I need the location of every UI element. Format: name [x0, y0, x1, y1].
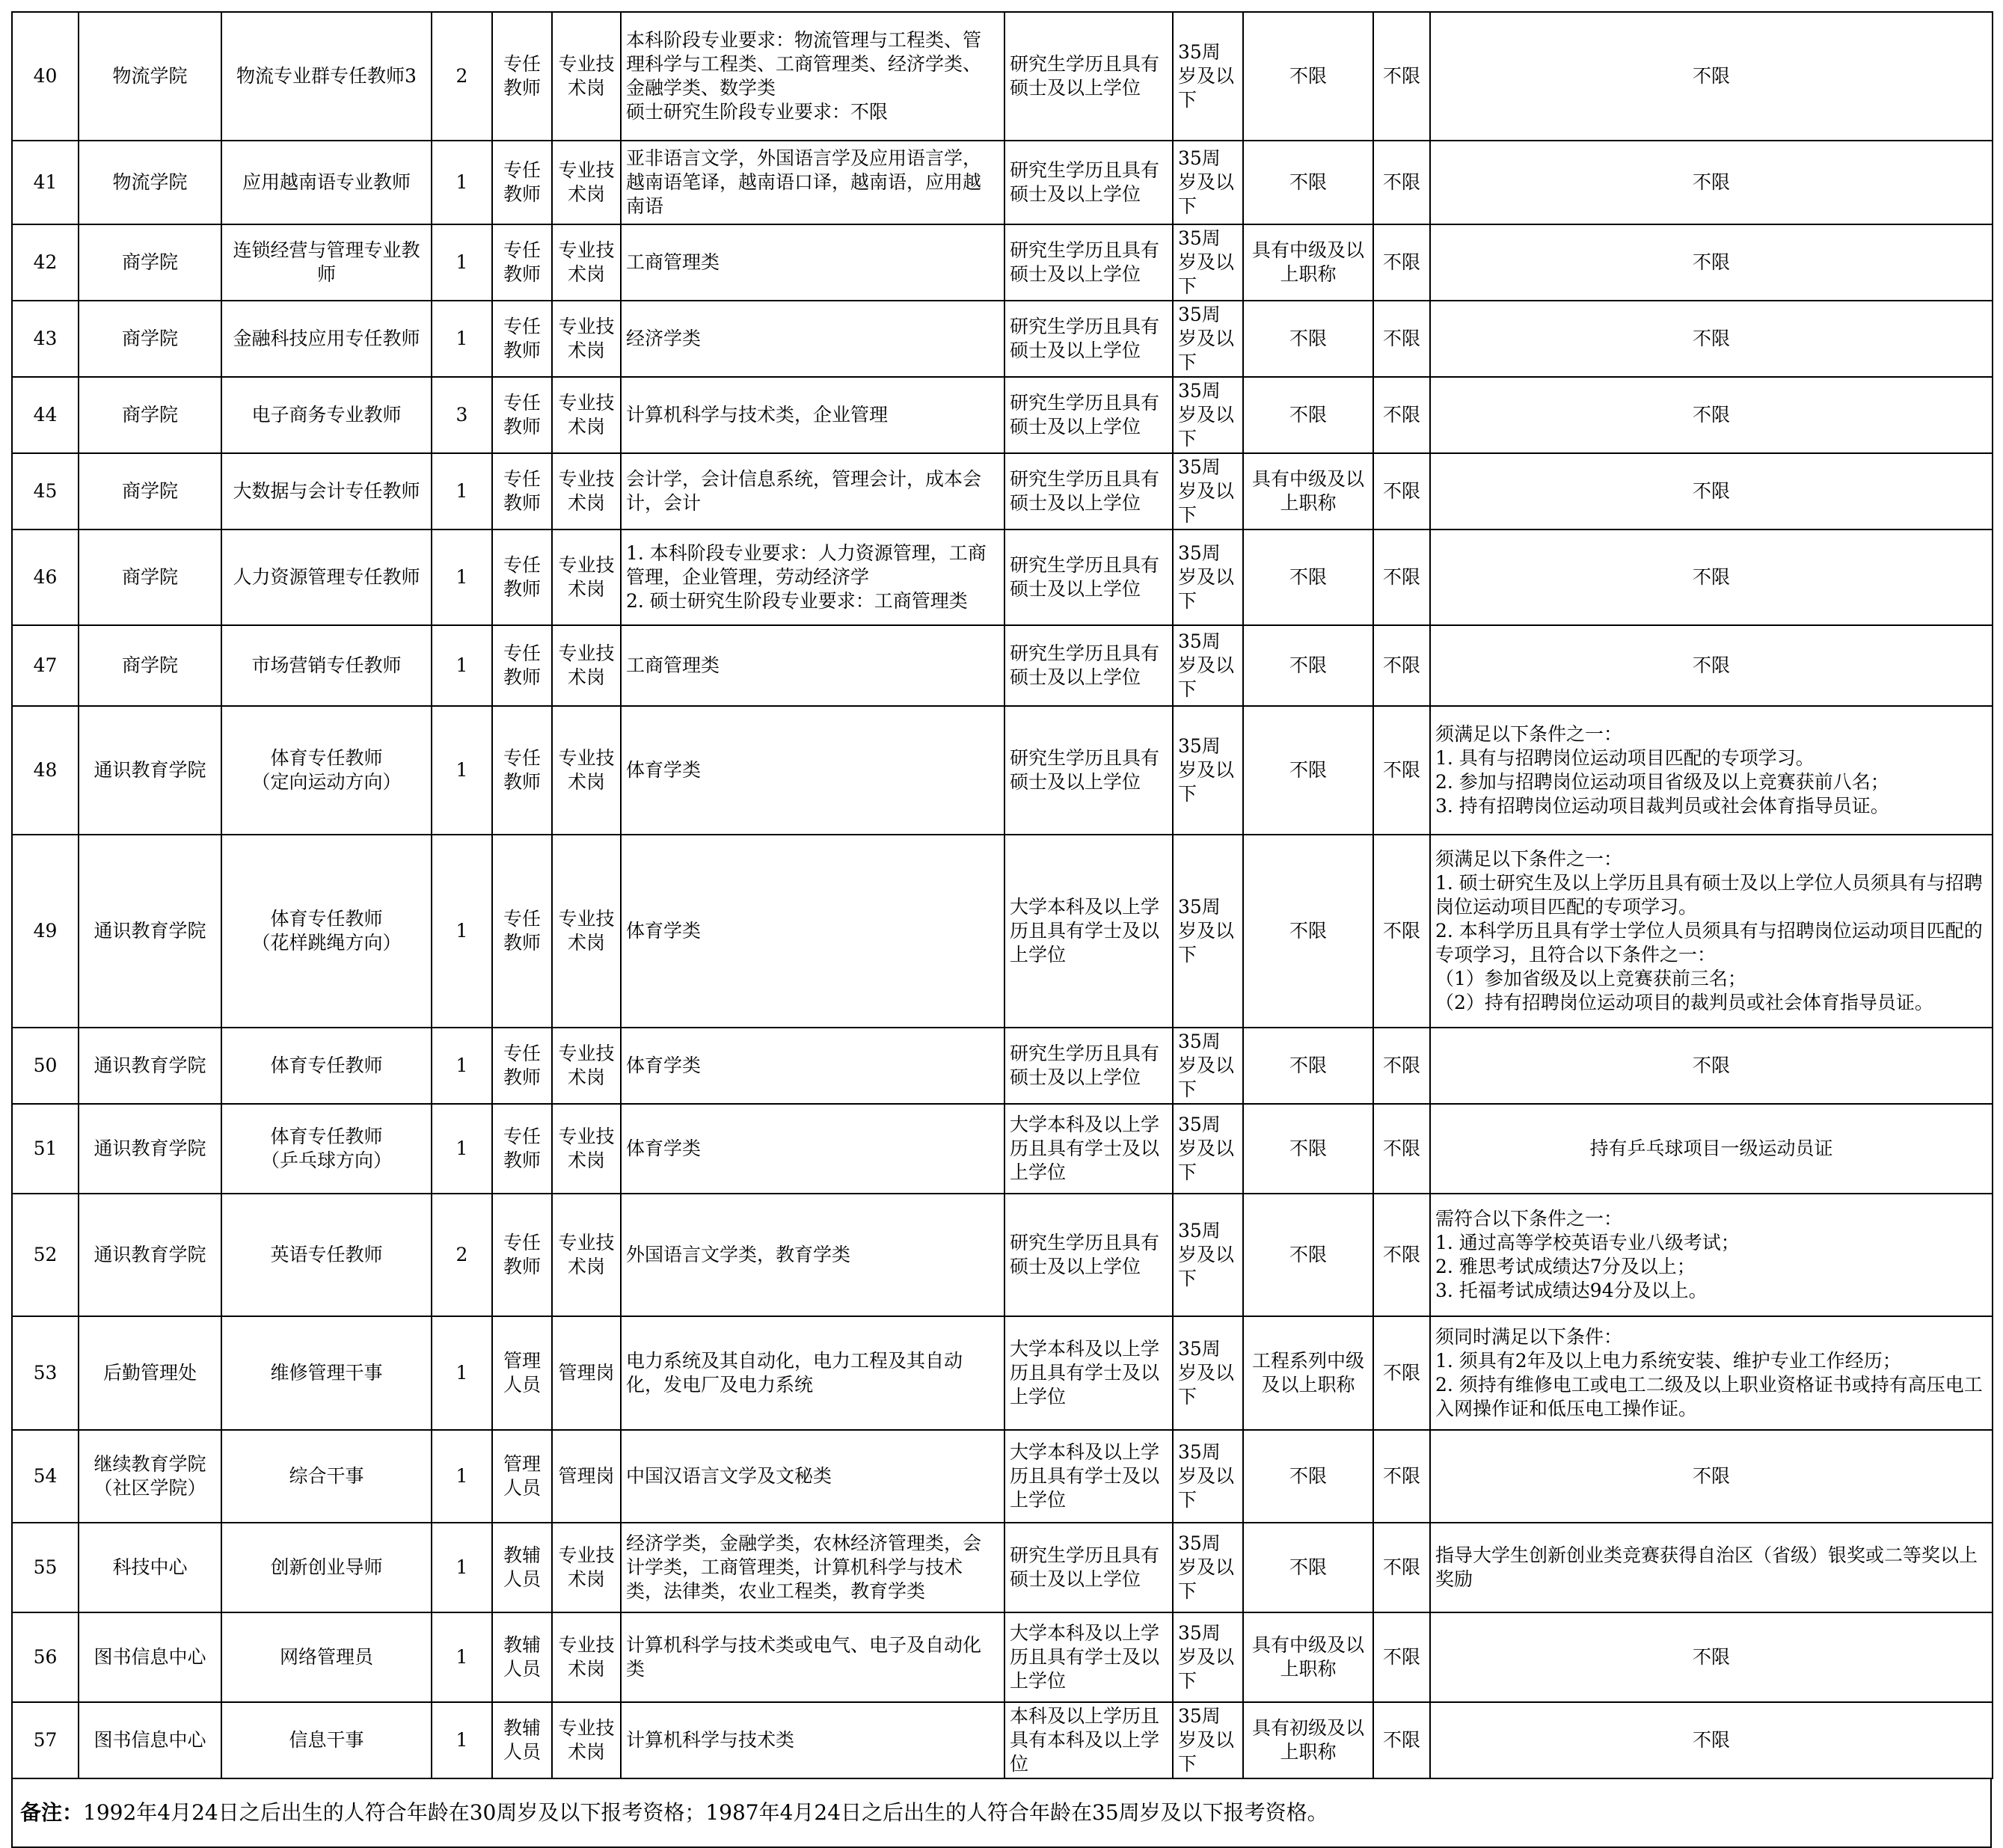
cell-other-line: 须满足以下条件之一：	[1435, 723, 1623, 745]
cell-title: 不限	[1243, 1104, 1373, 1194]
cell-post-name: 金融科技应用专任教师	[221, 301, 432, 377]
cell-headcount: 3	[432, 377, 492, 453]
cell-other	[1430, 1612, 1993, 1702]
cell-no: 55	[12, 1523, 79, 1612]
cell-other-line: （1）参加省级及以上竞赛获前三名；	[1435, 968, 1746, 989]
cell-other	[1430, 1028, 1993, 1104]
cell-major-line: 2. 硕士研究生阶段专业要求：工商管理类	[626, 590, 968, 612]
table-row	[12, 835, 1993, 1028]
cell-age: 35周岁及以下	[1173, 1194, 1243, 1316]
cell-department: 通识教育学院	[79, 1104, 221, 1194]
cell-title: 不限	[1243, 529, 1373, 625]
cell-post-type: 专任教师	[492, 1028, 552, 1104]
cell-major	[621, 224, 1004, 301]
cell-major	[621, 301, 1004, 377]
cell-no: 42	[12, 224, 79, 301]
cell-experience: 不限	[1373, 1104, 1430, 1194]
cell-post-category: 专业技术岗	[552, 1028, 621, 1104]
cell-other-line: 不限	[1692, 251, 1730, 273]
recruitment-table	[11, 11, 1993, 1779]
cell-experience: 不限	[1373, 453, 1430, 529]
cell-title: 不限	[1243, 141, 1373, 224]
cell-education: 大学本科及以上学历且具有学士及以上学位	[1004, 1612, 1173, 1702]
cell-post-category: 专业技术岗	[552, 835, 621, 1028]
cell-title: 不限	[1243, 377, 1373, 453]
cell-no: 46	[12, 529, 79, 625]
cell-major-line: 经济学类，金融学类，农林经济管理类，会计学类，工商管理类，计算机科学与技术类，法律类，农业工程类，教育学类	[626, 1532, 982, 1602]
cell-education: 本科及以上学历且具有本科及以上学位	[1004, 1702, 1173, 1778]
cell-other	[1430, 1194, 1993, 1316]
cell-other	[1430, 1104, 1993, 1194]
cell-headcount: 1	[432, 141, 492, 224]
cell-headcount: 1	[432, 1104, 492, 1194]
cell-age: 35周岁及以下	[1173, 1612, 1243, 1702]
cell-post-type: 专任教师	[492, 625, 552, 706]
cell-post-name: 综合干事	[221, 1430, 432, 1523]
cell-other-line: 1. 通过高等学校英语专业八级考试；	[1435, 1232, 1740, 1253]
cell-post-type: 专任教师	[492, 224, 552, 301]
cell-major-line: 工商管理类	[626, 251, 720, 273]
cell-department-text: 继续教育学院 （社区学院）	[93, 1453, 206, 1499]
cell-headcount: 1	[432, 1702, 492, 1778]
cell-experience: 不限	[1373, 625, 1430, 706]
cell-headcount: 1	[432, 453, 492, 529]
cell-major-line: 电力系统及其自动化，电力工程及其自动化，发电厂及电力系统	[626, 1350, 963, 1396]
cell-title: 不限	[1243, 1194, 1373, 1316]
cell-age: 35周岁及以下	[1173, 453, 1243, 529]
cell-major	[621, 1316, 1004, 1430]
cell-other	[1430, 706, 1993, 835]
cell-other-line: 须满足以下条件之一：	[1435, 848, 1623, 870]
note-table	[11, 1779, 1992, 1848]
cell-other-line: 不限	[1692, 65, 1730, 87]
cell-post-type: 专任教师	[492, 706, 552, 835]
table-row	[12, 1523, 1993, 1612]
cell-post-name: 应用越南语专业教师	[221, 141, 432, 224]
table-row	[12, 1612, 1993, 1702]
cell-age: 35周岁及以下	[1173, 224, 1243, 301]
cell-department: 商学院	[79, 453, 221, 529]
cell-other	[1430, 12, 1993, 141]
cell-other	[1430, 625, 1993, 706]
cell-major-line: 计算机科学与技术类	[626, 1729, 795, 1751]
table-row	[12, 453, 1993, 529]
cell-age: 35周岁及以下	[1173, 1523, 1243, 1612]
cell-post-name: 大数据与会计专任教师	[221, 453, 432, 529]
cell-other-line: 3. 托福考试成绩达94分及以上。	[1435, 1280, 1708, 1301]
note-cell	[12, 1779, 1991, 1847]
cell-post-name-text: 体育专任教师 （定向运动方向）	[251, 747, 402, 793]
table-row	[12, 12, 1993, 141]
table-row	[12, 1430, 1993, 1523]
cell-department: 商学院	[79, 529, 221, 625]
cell-title: 具有中级及以上职称	[1243, 224, 1373, 301]
cell-other	[1430, 141, 1993, 224]
cell-major	[621, 141, 1004, 224]
cell-education: 研究生学历且具有硕士及以上学位	[1004, 1028, 1173, 1104]
cell-major	[621, 1430, 1004, 1523]
cell-major-line: 1. 本科阶段专业要求：人力资源管理，工商管理，企业管理，劳动经济学	[626, 542, 987, 588]
cell-major-line: 外国语言文学类，教育学类	[626, 1244, 851, 1265]
cell-post-type: 专任教师	[492, 377, 552, 453]
cell-post-category: 专业技术岗	[552, 529, 621, 625]
cell-other-line: 持有乒乓球项目一级运动员证	[1589, 1138, 1833, 1159]
cell-department: 通识教育学院	[79, 1194, 221, 1316]
cell-age: 35周岁及以下	[1173, 1104, 1243, 1194]
cell-experience: 不限	[1373, 1028, 1430, 1104]
cell-headcount: 1	[432, 529, 492, 625]
cell-title: 具有中级及以上职称	[1243, 1612, 1373, 1702]
cell-major	[621, 1523, 1004, 1612]
table-row	[12, 301, 1993, 377]
cell-headcount: 1	[432, 625, 492, 706]
cell-other-line: 不限	[1692, 1055, 1730, 1076]
cell-other	[1430, 224, 1993, 301]
cell-post-name	[221, 706, 432, 835]
cell-other	[1430, 1523, 1993, 1612]
cell-post-name: 英语专任教师	[221, 1194, 432, 1316]
cell-major-line: 计算机科学与技术类，企业管理	[626, 404, 889, 426]
cell-post-name: 市场营销专任教师	[221, 625, 432, 706]
cell-major	[621, 835, 1004, 1028]
cell-department: 商学院	[79, 224, 221, 301]
cell-post-type: 管理人员	[492, 1316, 552, 1430]
cell-major	[621, 453, 1004, 529]
cell-post-category: 专业技术岗	[552, 453, 621, 529]
cell-headcount: 1	[432, 1430, 492, 1523]
cell-no: 40	[12, 12, 79, 141]
cell-post-type: 专任教师	[492, 141, 552, 224]
table-row	[12, 1194, 1993, 1316]
cell-age: 35周岁及以下	[1173, 377, 1243, 453]
cell-education: 研究生学历且具有硕士及以上学位	[1004, 453, 1173, 529]
cell-post-type: 专任教师	[492, 12, 552, 141]
cell-department: 后勤管理处	[79, 1316, 221, 1430]
cell-post-type: 专任教师	[492, 453, 552, 529]
cell-headcount: 1	[432, 835, 492, 1028]
cell-post-name: 物流专业群专任教师3	[221, 12, 432, 141]
cell-education: 研究生学历且具有硕士及以上学位	[1004, 301, 1173, 377]
table-row	[12, 377, 1993, 453]
cell-age: 35周岁及以下	[1173, 1316, 1243, 1430]
cell-department: 通识教育学院	[79, 835, 221, 1028]
cell-no: 43	[12, 301, 79, 377]
cell-no: 45	[12, 453, 79, 529]
cell-post-category: 专业技术岗	[552, 706, 621, 835]
cell-experience: 不限	[1373, 377, 1430, 453]
cell-post-category: 专业技术岗	[552, 301, 621, 377]
cell-education: 研究生学历且具有硕士及以上学位	[1004, 141, 1173, 224]
cell-other-line: 不限	[1692, 171, 1730, 193]
cell-other	[1430, 1702, 1993, 1778]
cell-post-type: 专任教师	[492, 301, 552, 377]
cell-other-line: 1. 具有与招聘岗位运动项目匹配的专项学习。	[1435, 747, 1815, 769]
cell-department: 商学院	[79, 625, 221, 706]
cell-other	[1430, 1316, 1993, 1430]
cell-post-name-text: 体育专任教师 （乒乓球方向）	[260, 1126, 392, 1171]
cell-major-line: 硕士研究生阶段专业要求：不限	[626, 101, 889, 123]
cell-headcount: 2	[432, 12, 492, 141]
cell-title: 具有中级及以上职称	[1243, 453, 1373, 529]
cell-age: 35周岁及以下	[1173, 835, 1243, 1028]
cell-age: 35周岁及以下	[1173, 301, 1243, 377]
cell-headcount: 1	[432, 706, 492, 835]
table-row	[12, 1316, 1993, 1430]
cell-title: 不限	[1243, 706, 1373, 835]
cell-headcount: 1	[432, 301, 492, 377]
table-row	[12, 1702, 1993, 1778]
cell-other	[1430, 529, 1993, 625]
cell-department: 科技中心	[79, 1523, 221, 1612]
cell-other-line: 不限	[1692, 404, 1730, 426]
table-row	[12, 1028, 1993, 1104]
cell-major-line: 本科阶段专业要求：物流管理与工程类、管理科学与工程类、工商管理类、经济学类、金融学类、数学类	[626, 29, 982, 99]
cell-experience: 不限	[1373, 835, 1430, 1028]
cell-experience: 不限	[1373, 1523, 1430, 1612]
cell-post-type: 专任教师	[492, 1104, 552, 1194]
cell-no: 52	[12, 1194, 79, 1316]
cell-post-type: 专任教师	[492, 835, 552, 1028]
cell-other	[1430, 453, 1993, 529]
cell-major-line: 经济学类	[626, 328, 702, 349]
cell-other	[1430, 1430, 1993, 1523]
cell-major	[621, 706, 1004, 835]
cell-no: 48	[12, 706, 79, 835]
cell-post-name: 维修管理干事	[221, 1316, 432, 1430]
cell-post-type: 专任教师	[492, 529, 552, 625]
cell-no: 49	[12, 835, 79, 1028]
cell-headcount: 1	[432, 1316, 492, 1430]
cell-other-line: 2. 本科学历且具有学士学位人员须具有与招聘岗位运动项目匹配的专项学习，且符合以下条件之一：	[1435, 920, 1983, 966]
cell-department	[79, 1430, 221, 1523]
cell-post-name: 连锁经营与管理专业教师	[221, 224, 432, 301]
cell-other-line: 不限	[1692, 480, 1730, 502]
cell-post-category: 管理岗	[552, 1430, 621, 1523]
cell-no: 44	[12, 377, 79, 453]
cell-post-name: 创新创业导师	[221, 1523, 432, 1612]
cell-title: 不限	[1243, 835, 1373, 1028]
cell-post-name: 电子商务专业教师	[221, 377, 432, 453]
cell-title: 不限	[1243, 1523, 1373, 1612]
cell-post-category: 专业技术岗	[552, 1104, 621, 1194]
cell-other-line: 不限	[1692, 1729, 1730, 1751]
cell-headcount: 1	[432, 1028, 492, 1104]
cell-post-category: 专业技术岗	[552, 12, 621, 141]
cell-post-name: 信息干事	[221, 1702, 432, 1778]
cell-post-category: 专业技术岗	[552, 1194, 621, 1316]
table-row	[12, 529, 1993, 625]
cell-experience: 不限	[1373, 12, 1430, 141]
cell-headcount: 1	[432, 224, 492, 301]
cell-post-type: 管理人员	[492, 1430, 552, 1523]
cell-post-type: 专任教师	[492, 1194, 552, 1316]
cell-age: 35周岁及以下	[1173, 1702, 1243, 1778]
cell-education: 大学本科及以上学历且具有学士及以上学位	[1004, 1104, 1173, 1194]
cell-department: 商学院	[79, 301, 221, 377]
cell-post-name: 人力资源管理专任教师	[221, 529, 432, 625]
cell-headcount: 1	[432, 1523, 492, 1612]
cell-education: 大学本科及以上学历且具有学士及以上学位	[1004, 835, 1173, 1028]
cell-no: 50	[12, 1028, 79, 1104]
cell-education: 大学本科及以上学历且具有学士及以上学位	[1004, 1430, 1173, 1523]
cell-no: 57	[12, 1702, 79, 1778]
cell-title: 不限	[1243, 1430, 1373, 1523]
cell-post-category: 专业技术岗	[552, 141, 621, 224]
cell-no: 51	[12, 1104, 79, 1194]
cell-other-line: 需符合以下条件之一：	[1435, 1208, 1623, 1230]
cell-experience: 不限	[1373, 1316, 1430, 1430]
cell-experience: 不限	[1373, 529, 1430, 625]
cell-other-line: 1. 须具有2年及以上电力系统安装、维护专业工作经历；	[1435, 1350, 1901, 1372]
cell-education: 研究生学历且具有硕士及以上学位	[1004, 377, 1173, 453]
cell-other-line: 指导大学生创新创业类竞赛获得自治区（省级）银奖或二等奖以上奖励	[1435, 1544, 1978, 1590]
cell-major	[621, 1702, 1004, 1778]
cell-headcount: 1	[432, 1612, 492, 1702]
cell-experience: 不限	[1373, 1194, 1430, 1316]
cell-other-line: 不限	[1692, 566, 1730, 588]
cell-department: 通识教育学院	[79, 706, 221, 835]
cell-experience: 不限	[1373, 224, 1430, 301]
cell-other-line: （2）持有招聘岗位运动项目的裁判员或社会体育指导员证。	[1435, 992, 1933, 1013]
cell-experience: 不限	[1373, 1430, 1430, 1523]
table-row	[12, 141, 1993, 224]
cell-education: 研究生学历且具有硕士及以上学位	[1004, 224, 1173, 301]
cell-post-type: 教辅人员	[492, 1523, 552, 1612]
cell-major-line: 体育学类	[626, 1138, 702, 1159]
cell-no: 41	[12, 141, 79, 224]
cell-major-line: 亚非语言文学，外国语言学及应用语言学，越南语笔译，越南语口译，越南语，应用越南语	[626, 147, 982, 217]
cell-other-line: 不限	[1692, 1465, 1730, 1487]
cell-age: 35周岁及以下	[1173, 12, 1243, 141]
cell-age: 35周岁及以下	[1173, 141, 1243, 224]
cell-other-line: 2. 雅思考试成绩达7分及以上；	[1435, 1256, 1696, 1277]
cell-major-line: 体育学类	[626, 759, 702, 781]
table-row	[12, 1104, 1993, 1194]
cell-experience: 不限	[1373, 1612, 1430, 1702]
cell-post-type: 教辅人员	[492, 1612, 552, 1702]
cell-other-line: 不限	[1692, 328, 1730, 349]
cell-age: 35周岁及以下	[1173, 1028, 1243, 1104]
cell-other-line: 2. 须持有维修电工或电工二级及以上职业资格证书或持有高压电工入网操作证和低压电工操作证。	[1435, 1374, 1983, 1419]
cell-department: 商学院	[79, 377, 221, 453]
cell-title: 不限	[1243, 301, 1373, 377]
note-text: 1992年4月24日之后出生的人符合年龄在30周岁及以下报考资格；1987年4月24日之后出生的人符合年龄在35周岁及以下报考资格。	[83, 1800, 1328, 1825]
cell-department: 图书信息中心	[79, 1702, 221, 1778]
cell-education: 研究生学历且具有硕士及以上学位	[1004, 529, 1173, 625]
cell-age: 35周岁及以下	[1173, 625, 1243, 706]
cell-department: 图书信息中心	[79, 1612, 221, 1702]
cell-post-name-text: 体育专任教师 （花样跳绳方向）	[251, 908, 402, 954]
cell-title: 具有初级及以上职称	[1243, 1702, 1373, 1778]
cell-experience: 不限	[1373, 706, 1430, 835]
cell-post-category: 专业技术岗	[552, 224, 621, 301]
cell-title: 工程系列中级及以上职称	[1243, 1316, 1373, 1430]
cell-other-line: 1. 硕士研究生及以上学历且具有硕士及以上学位人员须具有与招聘岗位运动项目匹配的专项学习。	[1435, 872, 1983, 918]
cell-post-category: 专业技术岗	[552, 1612, 621, 1702]
cell-major	[621, 1028, 1004, 1104]
cell-department: 通识教育学院	[79, 1028, 221, 1104]
cell-education: 研究生学历且具有硕士及以上学位	[1004, 1194, 1173, 1316]
cell-major-line: 工商管理类	[626, 654, 720, 676]
cell-other-line: 须同时满足以下条件：	[1435, 1326, 1623, 1348]
cell-major	[621, 1612, 1004, 1702]
cell-no: 54	[12, 1430, 79, 1523]
cell-experience: 不限	[1373, 1702, 1430, 1778]
cell-other-line: 2. 参加与招聘岗位运动项目省级及以上竞赛获前八名；	[1435, 771, 1889, 793]
cell-other	[1430, 301, 1993, 377]
cell-major-line: 体育学类	[626, 920, 702, 942]
cell-education: 研究生学历且具有硕士及以上学位	[1004, 1523, 1173, 1612]
cell-post-name: 网络管理员	[221, 1612, 432, 1702]
cell-major	[621, 1194, 1004, 1316]
table-row	[12, 706, 1993, 835]
cell-major	[621, 529, 1004, 625]
table-row	[12, 625, 1993, 706]
cell-title: 不限	[1243, 12, 1373, 141]
cell-post-name	[221, 1104, 432, 1194]
cell-department: 物流学院	[79, 12, 221, 141]
cell-no: 56	[12, 1612, 79, 1702]
cell-age: 35周岁及以下	[1173, 1430, 1243, 1523]
cell-other-line: 不限	[1692, 1646, 1730, 1668]
cell-major-line: 会计学，会计信息系统，管理会计，成本会计，会计	[626, 468, 982, 514]
cell-post-type: 教辅人员	[492, 1702, 552, 1778]
cell-other	[1430, 377, 1993, 453]
cell-major	[621, 1104, 1004, 1194]
cell-post-category: 专业技术岗	[552, 1702, 621, 1778]
cell-headcount: 2	[432, 1194, 492, 1316]
cell-experience: 不限	[1373, 141, 1430, 224]
cell-post-category: 专业技术岗	[552, 1523, 621, 1612]
cell-post-name	[221, 835, 432, 1028]
cell-post-category: 专业技术岗	[552, 625, 621, 706]
cell-other-line: 不限	[1692, 654, 1730, 676]
cell-major-line: 中国汉语言文学及文秘类	[626, 1465, 832, 1487]
cell-education: 研究生学历且具有硕士及以上学位	[1004, 12, 1173, 141]
recruitment-table-sheet	[11, 11, 1992, 1848]
cell-post-category: 专业技术岗	[552, 377, 621, 453]
cell-major-line: 计算机科学与技术类或电气、电子及自动化类	[626, 1634, 982, 1680]
cell-title: 不限	[1243, 625, 1373, 706]
cell-post-category: 管理岗	[552, 1316, 621, 1430]
cell-education: 大学本科及以上学历且具有学士及以上学位	[1004, 1316, 1173, 1430]
cell-post-name: 体育专任教师	[221, 1028, 432, 1104]
note-label: 备注：	[20, 1800, 84, 1825]
cell-no: 47	[12, 625, 79, 706]
cell-no: 53	[12, 1316, 79, 1430]
cell-experience: 不限	[1373, 301, 1430, 377]
cell-major	[621, 625, 1004, 706]
table-row	[12, 224, 1993, 301]
cell-other	[1430, 835, 1993, 1028]
cell-education: 研究生学历且具有硕士及以上学位	[1004, 706, 1173, 835]
cell-title: 不限	[1243, 1028, 1373, 1104]
cell-major-line: 体育学类	[626, 1055, 702, 1076]
cell-major	[621, 12, 1004, 141]
cell-department: 物流学院	[79, 141, 221, 224]
cell-other-line: 3. 持有招聘岗位运动项目裁判员或社会体育指导员证。	[1435, 795, 1889, 817]
cell-age: 35周岁及以下	[1173, 706, 1243, 835]
cell-education: 研究生学历且具有硕士及以上学位	[1004, 625, 1173, 706]
cell-major	[621, 377, 1004, 453]
cell-age: 35周岁及以下	[1173, 529, 1243, 625]
